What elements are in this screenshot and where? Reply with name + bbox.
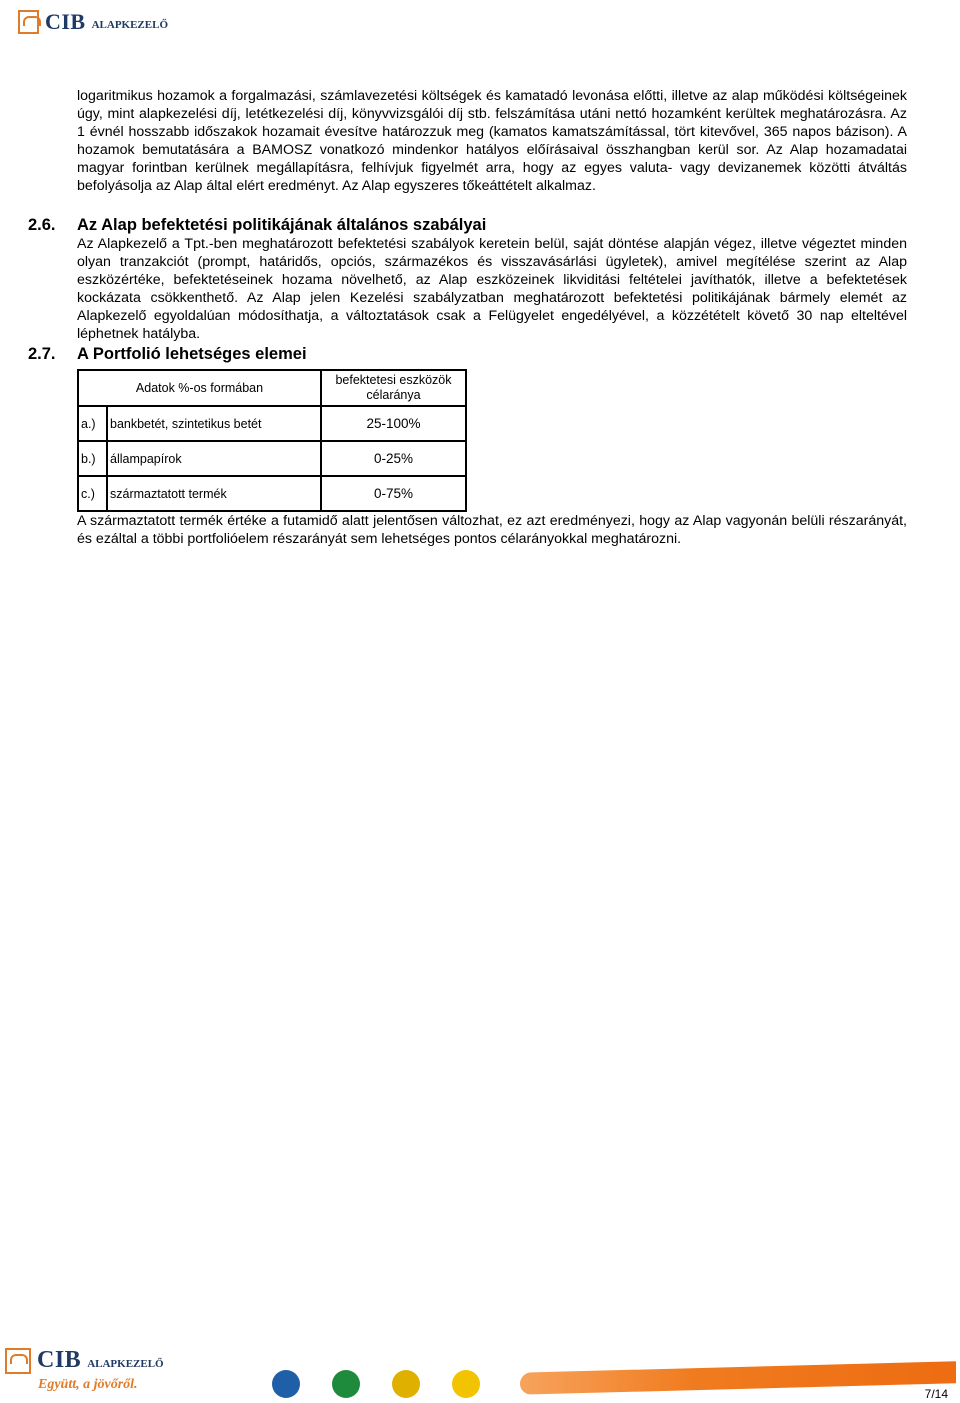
table-row <box>78 406 466 441</box>
section-2-6-body <box>77 236 907 343</box>
row-target-value: 0-75% <box>321 476 466 511</box>
row-asset-name: állampapírok <box>107 441 321 476</box>
paragraph-returns: logaritmikus hozamok a forgalmazási, számlavezetési költségek és kamatadó levonása előtti, illetve az alap működési költségeinek úgy, mint alapkezelési díj, letétkezelési díj, könyvvizsgálói díj stb. felszámítása utáni nettó hozamként kerültek meghatározásra. Az 1 évnél hosszabb időszakok hozamait évesítve határozzuk meg (kamatos kamatszámítással, tört kitevővel, 365 napos bázison). A hozamok bemutatására a BAMOSZ vonatkozó mindenkor hatályos előírásaival összhangban kerül sor. Az Alap hozamadatai magyar forintban kerülnek megállapításra, felhívjuk figyelmét arra, hogy az egyes valuta- vagy devizanemek közötti átváltás befolyásolja az Alap által elért eredményt. Az Alap egyszeres tőkeáttételt alkalmaz. <box>77 88 907 194</box>
green-dot-icon <box>332 1370 360 1398</box>
header-logo <box>18 9 168 39</box>
derivatives-note <box>77 513 907 549</box>
row-target-value: 0-25% <box>321 441 466 476</box>
row-target-value: 25-100% <box>321 406 466 441</box>
section-2-7-heading <box>28 345 908 364</box>
paragraph-derivatives: A származtatott termék értéke a futamidő alatt jelentősen változhat, ez azt eredményezi, hogy az Alap vagyonán belüli részarányát, és ezáltal a többi portfolióelem részarányát sem lehetséges pontos célarányokkal meghatározni. <box>77 513 907 547</box>
paragraph-investment-policy: Az Alapkezelő a Tpt.-ben meghatározott befektetési szabályok keretein belül, saját döntése alapján végez, illetve végeztet minden olyan tranzakciót (prompt, határidős, opciós, származékos és visszavásárlási ügyletek), amivel megítélése szerint az Alap eszközértéke, befektetéseinek hozama növelhető, az Alap eszközeinek likviditási feltételei javíthatók, illetve a befektetések kockázata csökkenthető. Az Alap jelen Kezelési szabályzatban meghatározott befektetési politikájának bármely elemét az Alapkezelő egyoldalúan módosíthatja, a változtatások csak a Felügyelet engedélyével, a közzétételt követő 30 nap elteltével léphetnek hatályba. <box>77 236 907 342</box>
section-number: 2.7. <box>28 345 56 363</box>
logo-sub-text: ALAPKEZELŐ <box>91 19 168 31</box>
row-code: b.) <box>78 441 107 476</box>
yellow-dot-icon <box>392 1370 420 1398</box>
page-number: 7/14 <box>924 1387 948 1401</box>
footer-slogan: Együtt, a jövőről. <box>38 1377 138 1392</box>
table-header-target-ratio: befektetesi eszközök célaránya <box>321 370 466 406</box>
section-title: Az Alap befektetési politikájának általános szabályai <box>77 216 487 234</box>
logo-cib-text: CIB <box>44 9 86 34</box>
blue-dot-icon <box>272 1370 300 1398</box>
section-title: A Portfolió lehetséges elemei <box>77 345 307 363</box>
table-row <box>78 476 466 511</box>
section-number: 2.6. <box>28 216 56 234</box>
section-2-6-heading <box>28 216 908 235</box>
footer-logo <box>5 1347 164 1374</box>
row-code: a.) <box>78 406 107 441</box>
table-header-data-format: Adatok %-os formában <box>78 370 321 406</box>
cib-logo-icon <box>18 10 39 34</box>
logo-sub-text: ALAPKEZELŐ <box>87 1358 164 1370</box>
orange-swoosh-decoration <box>520 1361 956 1394</box>
yellow-dot-icon <box>452 1370 480 1398</box>
table-header-row <box>78 370 466 406</box>
row-asset-name: származtatott termék <box>107 476 321 511</box>
cib-logo-icon <box>5 1348 31 1374</box>
table-row <box>78 441 466 476</box>
body-content <box>77 88 907 195</box>
portfolio-allocation-table <box>77 369 467 512</box>
row-asset-name: bankbetét, szintetikus betét <box>107 406 321 441</box>
page-footer <box>0 1345 960 1403</box>
row-code: c.) <box>78 476 107 511</box>
logo-cib-text: CIB <box>37 1347 82 1373</box>
